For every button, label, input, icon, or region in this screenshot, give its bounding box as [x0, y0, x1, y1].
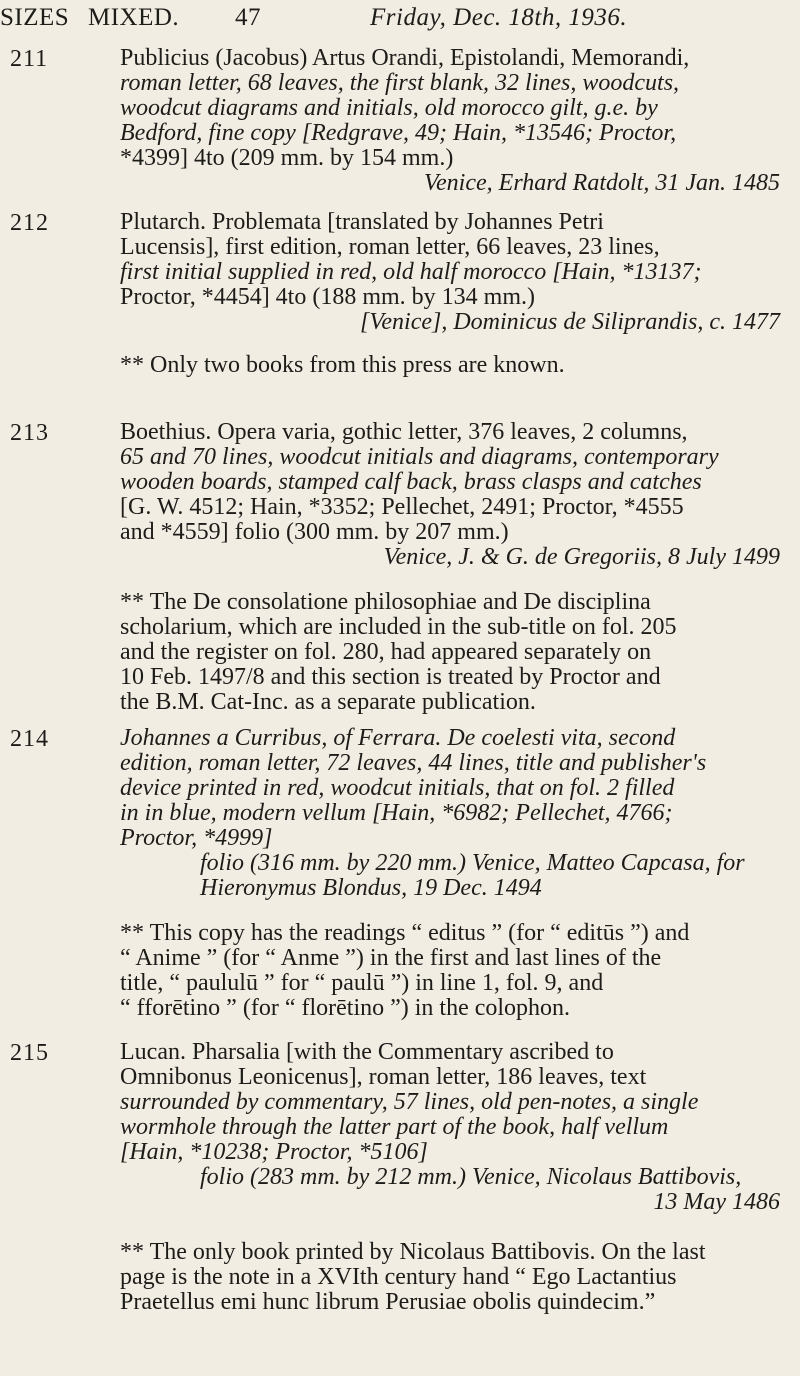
note-line: “ Anime ” (for “ Anme ”) in the first and last lines of the [120, 945, 662, 971]
entry-line: Lucensis], first edition, roman letter, 66 leaves, 23 lines, [120, 234, 660, 260]
header-page-number: 47 [235, 4, 261, 31]
entry-line: [G. W. 4512; Hain, *3352; Pellechet, 2491; Proctor, *4555 [120, 494, 684, 520]
entry-line: *4399] 4to (209 mm. by 154 mm.) [120, 145, 454, 171]
lot-note [120, 590, 780, 715]
note-line: ** This copy has the readings “ editus ” (for “ editūs ”) and [120, 920, 690, 946]
lot-number: 211 [10, 46, 49, 72]
entry-line: Plutarch. Problemata [translated by Johannes Petri [120, 209, 604, 235]
entry-line: Lucan. Pharsalia [with the Commentary ascribed to [120, 1039, 614, 1065]
entry-line: folio (283 mm. by 212 mm.) Venice, Nicolaus Battibovis, [200, 1164, 742, 1190]
lot-note [120, 921, 780, 1021]
entry-line: Bedford, fine copy [Redgrave, 49; Hain, *13546; Proctor, [120, 120, 677, 146]
entry-line: 65 and 70 lines, woodcut initials and diagrams, contemporary [120, 444, 719, 470]
entry-line: in in blue, modern vellum [Hain, *6982; Pellechet, 4766; [120, 800, 673, 826]
lot-number: 214 [10, 726, 49, 752]
entry-line: folio (316 mm. by 220 mm.) Venice, Matteo Capcasa, for [200, 850, 745, 876]
entry-line: device printed in red, woodcut initials, that on fol. 2 filled [120, 775, 675, 801]
entry-line: Boethius. Opera varia, gothic letter, 376 leaves, 2 columns, [120, 419, 688, 445]
note-line: title, “ paululū ” for “ paulū ”) in line 1, fol. 9, and [120, 970, 604, 996]
entry-line: first initial supplied in red, old half morocco [Hain, *13137; [120, 259, 702, 285]
lot-number: 213 [10, 420, 49, 446]
entry-line: 13 May 1486 [653, 1189, 780, 1215]
entry-line: Proctor, *4454] 4to (188 mm. by 134 mm.) [120, 284, 536, 310]
entry-line: Johannes a Curribus, of Ferrara. De coelesti vita, second [120, 725, 676, 751]
lot-description [120, 726, 780, 901]
note-line: page is the note in a XVIth century hand “ Ego Lactantius [120, 1264, 677, 1290]
note-line: and the register on fol. 280, had appeared separately on [120, 639, 652, 665]
entry-line: [Venice], Dominicus de Siliprandis, c. 1477 [360, 309, 780, 335]
lot-note [120, 1240, 780, 1315]
entry-line: Venice, Erhard Ratdolt, 31 Jan. 1485 [424, 170, 780, 196]
lot-description [120, 1040, 780, 1215]
note-line: 10 Feb. 1497/8 and this section is treated by Proctor and [120, 664, 661, 690]
lot-description [120, 46, 780, 196]
note-line: “ fforētino ” (for “ florētino ”) in the colophon. [120, 995, 571, 1021]
entry-line: wooden boards, stamped calf back, brass clasps and catches [120, 469, 702, 495]
lot-note [120, 353, 780, 378]
entry-line: and *4559] folio (300 mm. by 207 mm.) [120, 519, 509, 545]
lot-number: 215 [10, 1040, 49, 1066]
note-line: ** The De consolatione philosophiae and De disciplina [120, 589, 651, 615]
entry-line: [Hain, *10238; Proctor, *5106] [120, 1139, 428, 1165]
lot-number: 212 [10, 210, 49, 236]
note-line: scholarium, which are included in the sub-title on fol. 205 [120, 614, 677, 640]
entry-line: Venice, J. & G. de Gregoriis, 8 July 1499 [383, 544, 780, 570]
note-line: ** The only book printed by Nicolaus Battibovis. On the last [120, 1239, 706, 1265]
entry-line: surrounded by commentary, 57 lines, old pen-notes, a single [120, 1089, 699, 1115]
entry-line: Proctor, *4999] [120, 825, 273, 851]
entry-line: wormhole through the latter part of the book, half vellum [120, 1114, 669, 1140]
note-line: the B.M. Cat-Inc. as a separate publication. [120, 689, 536, 715]
lot-description [120, 420, 780, 570]
header-mixed: MIXED. [88, 4, 180, 31]
entry-line: woodcut diagrams and initials, old morocco gilt, g.e. by [120, 95, 658, 121]
entry-line: edition, roman letter, 72 leaves, 44 lines, title and publisher's [120, 750, 707, 776]
note-line: Praetellus emi hunc librum Perusiae obolis quindecim.” [120, 1289, 656, 1315]
note-line: ** Only two books from this press are known. [120, 352, 565, 378]
page-header [0, 0, 800, 40]
header-sizes: SIZES [0, 4, 70, 31]
entry-line: roman letter, 68 leaves, the first blank, 32 lines, woodcuts, [120, 70, 680, 96]
entry-line: Hieronymus Blondus, 19 Dec. 1494 [200, 875, 542, 901]
entry-line: Publicius (Jacobus) Artus Orandi, Epistolandi, Memorandi, [120, 45, 690, 71]
header-date: Friday, Dec. 18th, 1936. [370, 4, 628, 31]
entry-line: Omnibonus Leonicenus], roman letter, 186 leaves, text [120, 1064, 647, 1090]
lot-description [120, 210, 780, 335]
